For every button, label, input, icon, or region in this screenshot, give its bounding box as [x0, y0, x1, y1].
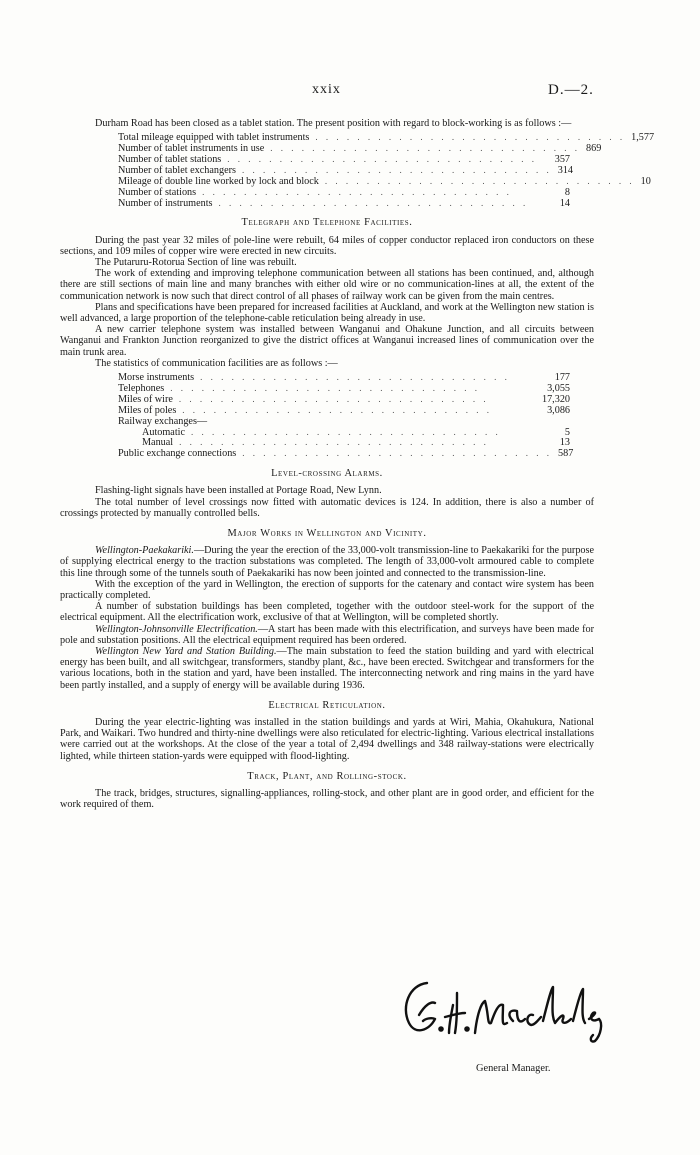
paragraph: Plans and specifications have been prepared for increased facilities at Auckland, and work at the Wellington new station is well advanced, a large proportion of the telephone-cable reticulation being already in use.	[60, 301, 594, 325]
document-reference: D.—2.	[548, 82, 594, 98]
stat-row	[60, 165, 594, 176]
stat-label: Number of tablet instruments in use	[118, 143, 265, 155]
stat-value: 3,086	[547, 404, 570, 416]
stat-value: 13	[559, 437, 570, 449]
handwritten-signature	[395, 975, 605, 1045]
stat-value: 10	[640, 175, 651, 187]
stat-label: Miles of wire	[118, 393, 173, 405]
stat-row	[60, 154, 594, 165]
stat-row	[60, 132, 655, 144]
paragraph: With the exception of the yard in Wellington, the erection of supports for the catenary and contact wire system has been practically completed.	[60, 578, 594, 602]
paragraph-title: Wellington New Yard and Station Building.	[95, 646, 277, 658]
stat-label: Telephones	[118, 382, 165, 394]
paragraph: A number of substation buildings has been completed, together with the outdoor steel-work for the support of the electrical equipment. All the electrification work, exclusive of that at Wellington, will be completed shortly.	[60, 601, 594, 624]
paragraph-title: Wellington-Paekakariki.	[95, 545, 194, 557]
paragraph: The total number of level crossings now fitted with automatic devices is 124. In addition, there is also a number of crossings protected by manually controlled bells.	[60, 496, 594, 519]
section-heading-track: Track, Plant, and Rolling-stock.	[247, 770, 407, 782]
paragraph: Wellington-Johnsonville Electrification.—A start has been made with this electrification, and surveys have been made for pole and substation positions. All the electrical equipment required has been ordered.	[60, 623, 594, 646]
leader-dots: . . . . . . . . . . . . . . . . . . . . . . . . . . . . . .	[315, 132, 626, 143]
stat-label: Miles of poles	[118, 404, 177, 416]
stat-value: 357	[554, 153, 570, 165]
paragraph: The work of extending and improving telephone communication between all stations has been continued, and, although there are still sections of main line and many branches with either old wire or no communication-lines at all, the extent of the communication network is now such that direct control of all phases of railway work can be given from the main centres.	[60, 268, 594, 302]
stat-value: 177	[554, 372, 570, 384]
stat-label: Automatic	[142, 426, 186, 438]
section-heading-level-crossing: Level-crossing Alarms.	[271, 468, 383, 480]
stat-row	[60, 383, 594, 394]
signatory-title: General Manager.	[476, 1063, 551, 1074]
stat-row	[60, 175, 651, 187]
leader-dots: . . . . . . . . . . . . . . . . . . . . . . . . . . . . . .	[218, 197, 529, 208]
paragraph: Wellington-Paekakariki.—During the year the erection of the 33,000-volt transmission-line to Paekakariki for the purpose of supplying electrical energy to the traction substations was completed. The length of 33,000-volt armoured cable to complete this line through some of the tunnels south of Paekakariki has now been jointed and connected to the transmission-line.	[60, 545, 594, 579]
leader-dots: . . . . . . . . . . . . . . . . . . . . . . . . . . . . . .	[202, 186, 512, 197]
stat-label: Morse instruments	[118, 372, 195, 384]
stat-value: 5	[564, 426, 570, 438]
stat-row	[60, 143, 602, 155]
stat-row	[60, 427, 594, 438]
stat-label: Public exchange connections	[118, 448, 237, 460]
section-heading-major-works: Major Works in Wellington and Vicinity.	[227, 528, 427, 540]
stat-label: Number of instruments	[118, 197, 213, 209]
stat-value: 3,055	[547, 382, 570, 394]
stat-label: Number of tablet stations	[118, 153, 222, 165]
stat-row	[60, 198, 594, 209]
stat-row	[60, 372, 594, 383]
paragraph: During the past year 32 miles of pole-line were rebuilt, 64 miles of copper conductor replaced iron conductors on these sections, and 109 miles of copper wire were erected in new circuits.	[60, 234, 594, 257]
leader-dots: . . . . . . . . . . . . . . . . . . . . . . . . . . . . . .	[191, 426, 501, 437]
stat-value: 314	[557, 164, 573, 176]
section-heading-reticulation: Electrical Reticulation.	[268, 699, 386, 711]
paragraph: Flashing-light signals have been installed at Portage Road, New Lynn.	[95, 485, 382, 497]
leader-dots: . . . . . . . . . . . . . . . . . . . . . . . . . . . . . .	[270, 143, 581, 154]
section-heading-telegraph: Telegraph and Telephone Facilities.	[241, 217, 413, 229]
paragraph: The Putaruru-Rotorua Section of line was rebuilt.	[95, 257, 297, 269]
stat-label: Number of tablet exchangers	[118, 164, 236, 176]
leader-dots: . . . . . . . . . . . . . . . . . . . . . . . . . . . . . .	[170, 382, 480, 393]
stat-label: Total mileage equipped with tablet instruments	[118, 132, 310, 144]
stat-row	[60, 187, 594, 198]
paragraph: The track, bridges, structures, signalling-appliances, rolling-stock, and other plant are in good order, and efficient for the work required of them.	[60, 788, 594, 811]
stat-value: 587	[558, 448, 574, 460]
stat-value: 869	[586, 143, 602, 155]
communication-stats-table	[60, 372, 594, 459]
leader-dots: . . . . . . . . . . . . . . . . . . . . . . . . . . . . . .	[179, 437, 489, 448]
tablet-stats-table	[60, 132, 655, 209]
stat-label: Manual	[142, 437, 174, 449]
leader-dots: . . . . . . . . . . . . . . . . . . . . . . . . . . . . . .	[241, 164, 552, 175]
intro-paragraph: Durham Road has been closed as a tablet station. The present position with regard to block-working is as follows :—	[95, 118, 572, 129]
stat-value: 8	[564, 186, 570, 198]
stat-value: 1,577	[631, 132, 655, 144]
page-folio: xxix	[312, 82, 341, 97]
stat-value: 14	[559, 197, 570, 209]
leader-dots: . . . . . . . . . . . . . . . . . . . . . . . . . . . . . .	[324, 175, 635, 186]
stat-label: Number of stations	[118, 186, 197, 198]
stat-row	[60, 437, 594, 448]
paragraph: A new carrier telephone system was installed between Wanganui and Ohakune Junction, and all circuits between Wanganui and Frankton Junction reorganized to give the district offices at Wanganui increased lines of communication over the main trunk area.	[60, 324, 594, 358]
leader-dots: . . . . . . . . . . . . . . . . . . . . . . . . . . . . . .	[178, 393, 489, 404]
document-body	[60, 118, 655, 811]
stat-group-label: Railway exchanges—	[118, 415, 208, 427]
leader-dots: . . . . . . . . . . . . . . . . . . . . . . . . . . . . . .	[242, 448, 553, 459]
paragraph: Wellington New Yard and Station Building.—The main substation to feed the station building and yard with electrical energy has been built, and all switchgear, transformers, standby plant, &c., have been erected. Switchgear and transformers for the various locations, both in the station and yard, have been installed. The interconnecting network and ring mains in the yard have been partly installed, and a supply of energy will be available during 1936.	[60, 646, 595, 691]
running-head	[0, 82, 700, 102]
leader-dots: . . . . . . . . . . . . . . . . . . . . . . . . . . . . . .	[227, 153, 538, 164]
stat-row	[60, 405, 594, 416]
leader-dots: . . . . . . . . . . . . . . . . . . . . . . . . . . . . . .	[200, 372, 510, 383]
stat-row	[60, 448, 594, 459]
stat-value: 17,320	[541, 393, 570, 405]
paragraph-title: Wellington-Johnsonville Electrification.	[95, 623, 258, 635]
stat-row	[60, 394, 594, 405]
paragraph: The statistics of communication facilities are as follows :—	[95, 357, 338, 369]
stat-label: Mileage of double line worked by lock and block	[118, 175, 319, 187]
leader-dots: . . . . . . . . . . . . . . . . . . . . . . . . . . . . . .	[182, 404, 493, 415]
paragraph: During the year electric-lighting was installed in the station buildings and yards at Wiri, Mahia, Okahukura, National Park, and Waikari. Two hundred and thirty-nine dwellings were also reticulated for electric-lighting. Various electrical installations were carried out at the workshops. At the close of the year a total of 2,494 dwellings and 348 railway-stations were electrically lighted, while thirteen station-yards were equipped with flood-lighting.	[60, 717, 594, 762]
